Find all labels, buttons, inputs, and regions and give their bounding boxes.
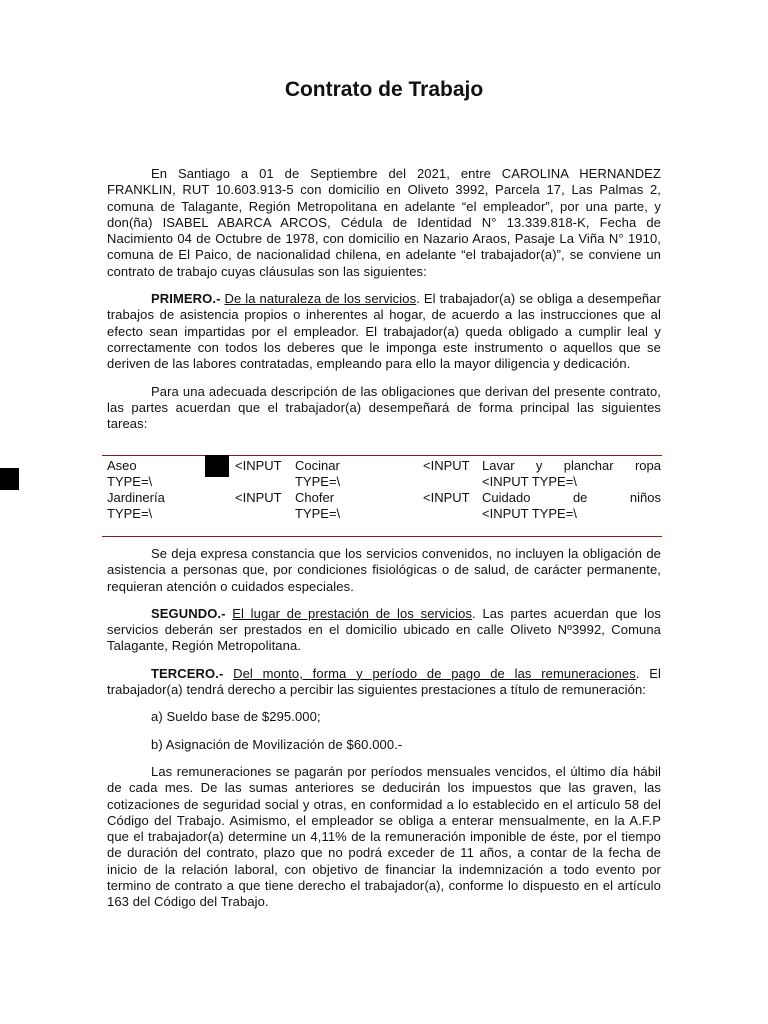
task-word: ropa: [634, 458, 661, 473]
clause-text: . Las partes acuerdan que los servicios deberán ser prestados en el domicilio ubicado en calle Oliveto Nº3992, Comuna Talagante, Región Metropolitana.: [107, 605, 662, 654]
task-cell: [107, 490, 235, 522]
clause-label: PRIMERO.-: [151, 291, 221, 307]
task-word: Cuidado: [482, 490, 531, 505]
input-type-token: TYPE=\: [107, 506, 153, 521]
task-word: planchar: [563, 458, 614, 473]
input-type-token: TYPE=\: [295, 474, 341, 489]
clause-heading: Del monto, forma y período de pago de las remuneraciones: [233, 665, 636, 681]
contract-body-bottom: [107, 546, 661, 922]
input-type-token: <INPUT TYPE=\: [482, 474, 577, 489]
clause-text: . El trabajador(a) se obliga a desempeñar trabajos de asistencia propios o inherentes al hogar, de acuerdo a las instrucciones que al efecto sean impartidas por el empleador. El trabajador(a) queda obligado a cumplir leal y correctamente con todos los deberes que le imponga este instrumento o aquellos que se deriven de las labores contratadas, empleando para ello la mayor diligencia y dedicación.: [107, 291, 662, 372]
input-type-token: TYPE=\: [295, 506, 341, 521]
table-bottom-rule: [102, 536, 662, 537]
input-token: <INPUT: [423, 490, 470, 505]
clause-heading: De la naturaleza de los servicios: [224, 291, 417, 307]
input-token: <INPUT: [235, 490, 282, 505]
task-word: niños: [629, 490, 661, 505]
task-label: Cocinar: [295, 458, 340, 473]
clause-label: TERCERO.-: [151, 665, 224, 681]
task-label: Aseo: [107, 458, 137, 473]
task-word: y: [535, 458, 543, 473]
salary-item-b: b) Asignación de Movilización de $60.000.-: [151, 736, 403, 752]
constancia-paragraph: Se deja expresa constancia que los servicios convenidos, no incluyen la obligación de asistencia a personas que, por condiciones fisiológicas o de salud, de carácter permanente, requieran atención o cuidados especiales.: [107, 546, 661, 594]
task-label-line: [482, 458, 661, 474]
task-cell: [295, 490, 423, 522]
task-word: de: [572, 490, 588, 505]
table-top-rule: [102, 455, 662, 456]
input-token: <INPUT: [423, 458, 470, 473]
input-type-token: TYPE=\: [107, 474, 153, 489]
table-row: [107, 490, 661, 522]
salary-item-a: a) Sueldo base de $295.000;: [151, 709, 321, 725]
clause-primero: [107, 291, 661, 372]
clause-heading: El lugar de prestación de los servicios: [232, 605, 473, 621]
task-word: Lavar: [482, 458, 515, 473]
task-label: Jardinería: [107, 490, 165, 505]
clause-text: . El trabajador(a) tendrá derecho a percibir las siguientes prestaciones a título de remuneración:: [107, 665, 661, 698]
task-label: Chofer: [295, 490, 335, 505]
remuneraciones-paragraph: Las remuneraciones se pagarán por períodos mensuales vencidos, el último día hábil de cada mes. De las sumas anteriores se deducirán los impuestos que las graven, las cotizaciones de seguridad social y otras, en conformidad a lo establecido en el artículo 58 del Código del Trabajo. Asimismo, el empleador se obliga a enterar mensualmente, en la A.F.P que el trabajador(a) determine un 4,11% de la remuneración imponible de éste, por el tiempo de duración del contrato, plazo que no podrá exceder de 11 años, a contar de la fecha de inicio de la relación laboral, con objetivo de financiar la indemnización a todo evento por termino de contrato a que tiene derecho el trabajador(a), conforme lo dispuesto en el artículo 163 del Código del Trabajo.: [107, 763, 661, 910]
tasks-table: [107, 458, 661, 522]
task-cell: [482, 458, 661, 490]
tasks-intro-paragraph: Para una adecuada descripción de las obligaciones que derivan del presente contrato, las partes acuerdan que el trabajador(a) desempeñará de forma principal las siguientes tareas:: [107, 383, 661, 432]
task-cell: [107, 458, 235, 490]
document-title: Contrato de Trabajo: [284, 78, 484, 101]
task-label-line: [482, 490, 661, 506]
input-type-token: <INPUT TYPE=\: [482, 506, 577, 521]
clause-label: SEGUNDO.-: [151, 605, 226, 621]
task-cell: [482, 490, 661, 522]
task-cell: [295, 458, 423, 490]
input-token: <INPUT: [235, 458, 282, 473]
contract-body-top: [107, 166, 661, 443]
redaction-mark: [0, 468, 19, 490]
intro-paragraph: En Santiago a 01 de Septiembre del 2021, entre CAROLINA HERNANDEZ FRANKLIN, RUT 10.603.913-5 con domicilio en Oliveto 3992, Parcela 17, Las Palmas 2, comuna de Talagante, Región Metropolitana en adelante “el empleador”, por una parte, y don(ña) ISABEL ABARCA ARCOS, Cédula de Identidad N° 13.339.818-K, Fecha de Nacimiento 04 de Octubre de 1978, con domicilio en Nazario Araos, Pasaje La Viña N° 1910, comuna de El Paico, de nacionalidad chilena, en adelante “el trabajador(a)”, se conviene un contrato de trabajo cuyas cláusulas son las siguientes:: [107, 166, 661, 279]
clause-tercero: [107, 666, 661, 699]
table-row: [107, 458, 661, 490]
clause-segundo: [107, 606, 661, 655]
